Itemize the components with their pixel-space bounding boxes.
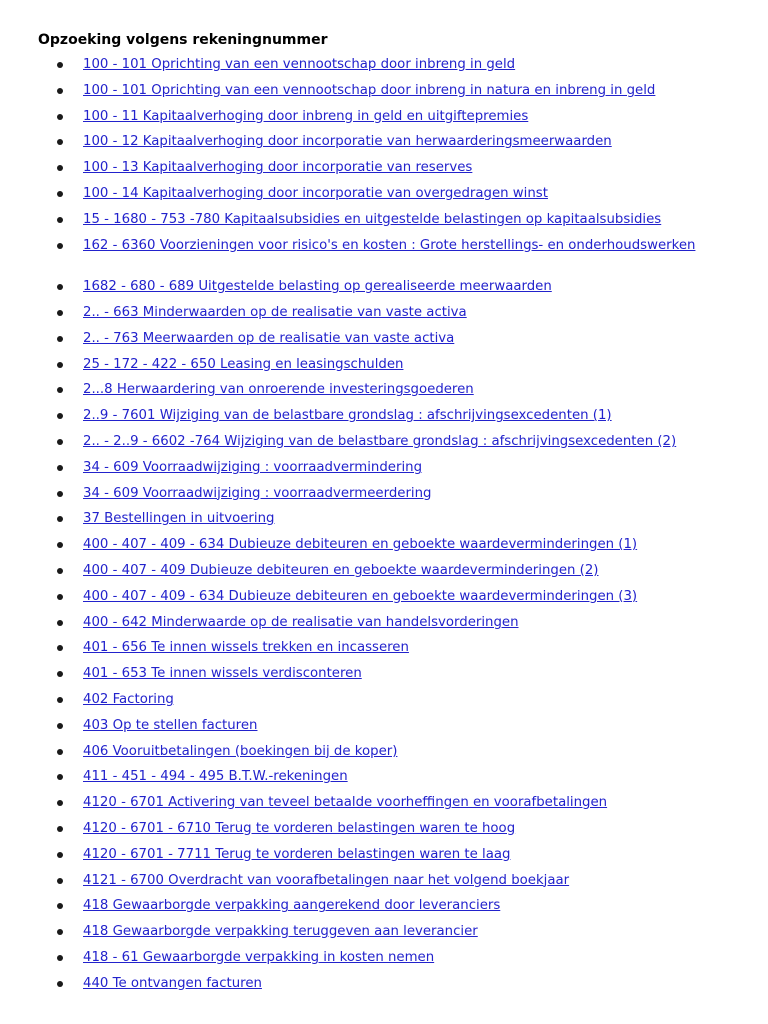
list-item — [0, 382, 768, 408]
bullet-icon — [57, 62, 63, 68]
list-item — [0, 357, 768, 383]
list-item — [0, 279, 768, 305]
account-link[interactable]: 400 - 407 - 409 - 634 Dubieuze debiteuren en geboekte waardeverminderingen (3) — [83, 588, 638, 604]
account-link-list — [0, 57, 768, 1001]
account-link[interactable]: 100 - 101 Oprichting van een vennootschap door inbreng in natura en inbreng in geld — [83, 82, 656, 98]
page-title: Opzoeking volgens rekeningnummer — [38, 32, 328, 48]
bullet-icon — [57, 878, 63, 884]
bullet-icon — [57, 362, 63, 368]
account-link[interactable]: 403 Op te stellen facturen — [83, 717, 258, 733]
bullet-icon — [57, 114, 63, 120]
account-link[interactable]: 162 - 6360 Voorzieningen voor risico's en kosten : Grote herstellings- en onderhoudswerken — [83, 237, 696, 253]
bullet-icon — [57, 645, 63, 651]
bullet-icon — [57, 439, 63, 445]
account-link[interactable]: 2..9 - 7601 Wijziging van de belastbare grondslag : afschrijvingsexcedenten (1) — [83, 408, 612, 424]
bullet-icon — [57, 671, 63, 677]
account-link[interactable]: 4120 - 6701 Activering van teveel betaalde voorheffingen en voorafbetalingen — [83, 795, 608, 811]
bullet-icon — [57, 723, 63, 729]
account-link[interactable]: 15 - 1680 - 753 -780 Kapitaalsubsidies en uitgestelde belastingen op kapitaalsubsidies — [83, 211, 662, 227]
list-item — [0, 434, 768, 460]
account-link[interactable]: 34 - 609 Voorraadwijziging : voorraadvermindering — [83, 459, 423, 475]
bullet-icon — [57, 929, 63, 935]
list-item — [0, 238, 768, 280]
account-link[interactable]: 400 - 407 - 409 Dubieuze debiteuren en geboekte waardeverminderingen (2) — [83, 562, 599, 578]
bullet-icon — [57, 310, 63, 316]
list-item — [0, 511, 768, 537]
bullet-icon — [57, 88, 63, 94]
list-item — [0, 950, 768, 976]
bullet-icon — [57, 243, 63, 249]
list-item — [0, 821, 768, 847]
account-link[interactable]: 418 Gewaarborgde verpakking aangerekend door leveranciers — [83, 898, 501, 914]
list-item — [0, 640, 768, 666]
account-link[interactable]: 411 - 451 - 494 - 495 B.T.W.-rekeningen — [83, 769, 348, 785]
list-item — [0, 873, 768, 899]
bullet-icon — [57, 139, 63, 145]
bullet-icon — [57, 568, 63, 574]
account-link[interactable]: 4121 - 6700 Overdracht van voorafbetalingen naar het volgend boekjaar — [83, 872, 570, 888]
list-item — [0, 160, 768, 186]
account-link[interactable]: 4120 - 6701 - 6710 Terug te vorderen belastingen waren te hoog — [83, 820, 516, 836]
bullet-icon — [57, 217, 63, 223]
list-item — [0, 83, 768, 109]
list-item — [0, 563, 768, 589]
account-link[interactable]: 4120 - 6701 - 7711 Terug te vorderen belastingen waren te laag — [83, 846, 511, 862]
account-link[interactable]: 25 - 172 - 422 - 650 Leasing en leasingschulden — [83, 356, 404, 372]
bullet-icon — [57, 284, 63, 290]
bullet-icon — [57, 774, 63, 780]
list-item — [0, 186, 768, 212]
list-item — [0, 795, 768, 821]
list-item — [0, 212, 768, 238]
account-link[interactable]: 1682 - 680 - 689 Uitgestelde belasting op gerealiseerde meerwaarden — [83, 279, 552, 295]
bullet-icon — [57, 336, 63, 342]
list-item — [0, 769, 768, 795]
account-link[interactable]: 100 - 101 Oprichting van een vennootschap door inbreng in geld — [83, 57, 516, 72]
list-item — [0, 976, 768, 1002]
account-link[interactable]: 401 - 656 Te innen wissels trekken en incasseren — [83, 640, 409, 656]
account-link[interactable]: 100 - 13 Kapitaalverhoging door incorporatie van reserves — [83, 160, 473, 176]
list-item — [0, 898, 768, 924]
list-item — [0, 134, 768, 160]
bullet-icon — [57, 165, 63, 171]
bullet-icon — [57, 594, 63, 600]
account-link[interactable]: 34 - 609 Voorraadwijziging : voorraadvermeerdering — [83, 485, 432, 501]
list-item — [0, 615, 768, 641]
account-link[interactable]: 400 - 642 Minderwaarde op de realisatie van handelsvorderingen — [83, 614, 519, 630]
account-link[interactable]: 402 Factoring — [83, 691, 174, 707]
bullet-icon — [57, 542, 63, 548]
bullet-icon — [57, 981, 63, 987]
account-link[interactable]: 2.. - 663 Minderwaarden op de realisatie van vaste activa — [83, 304, 467, 320]
account-link[interactable]: 100 - 12 Kapitaalverhoging door incorporatie van herwaarderingsmeerwaarden — [83, 134, 612, 150]
bullet-icon — [57, 491, 63, 497]
list-item — [0, 486, 768, 512]
list-item — [0, 408, 768, 434]
account-link[interactable]: 418 Gewaarborgde verpakking teruggeven aan leverancier — [83, 924, 478, 940]
bullet-icon — [57, 852, 63, 858]
account-link[interactable]: 401 - 653 Te innen wissels verdisconteren — [83, 666, 362, 682]
bullet-icon — [57, 191, 63, 197]
list-item — [0, 666, 768, 692]
list-item — [0, 331, 768, 357]
bullet-icon — [57, 903, 63, 909]
bullet-icon — [57, 800, 63, 806]
account-link[interactable]: 2...8 Herwaardering van onroerende investeringsgoederen — [83, 382, 474, 398]
bullet-icon — [57, 387, 63, 393]
list-item — [0, 57, 768, 83]
account-link[interactable]: 100 - 11 Kapitaalverhoging door inbreng in geld en uitgiftepremies — [83, 108, 529, 124]
list-item — [0, 460, 768, 486]
list-item — [0, 744, 768, 770]
bullet-icon — [57, 749, 63, 755]
account-link[interactable]: 2.. - 2..9 - 6602 -764 Wijziging van de belastbare grondslag : afschrijvingsexcedenten (2) — [83, 433, 677, 449]
bullet-icon — [57, 620, 63, 626]
bullet-icon — [57, 413, 63, 419]
bullet-icon — [57, 955, 63, 961]
list-item — [0, 847, 768, 873]
account-link[interactable]: 418 - 61 Gewaarborgde verpakking in kosten nemen — [83, 949, 435, 965]
account-link[interactable]: 2.. - 763 Meerwaarden op de realisatie van vaste activa — [83, 330, 455, 346]
account-link[interactable]: 400 - 407 - 409 - 634 Dubieuze debiteuren en geboekte waardeverminderingen (1) — [83, 537, 638, 553]
bullet-icon — [57, 465, 63, 471]
bullet-icon — [57, 516, 63, 522]
account-link[interactable]: 440 Te ontvangen facturen — [83, 975, 262, 991]
bullet-icon — [57, 826, 63, 832]
bullet-icon — [57, 697, 63, 703]
list-item — [0, 692, 768, 718]
list-item — [0, 109, 768, 135]
list-item — [0, 718, 768, 744]
list-item — [0, 589, 768, 615]
account-link[interactable]: 37 Bestellingen in uitvoering — [83, 511, 275, 527]
account-link[interactable]: 406 Vooruitbetalingen (boekingen bij de koper) — [83, 743, 398, 759]
account-link[interactable]: 100 - 14 Kapitaalverhoging door incorporatie van overgedragen winst — [83, 185, 548, 201]
list-item — [0, 924, 768, 950]
list-item — [0, 537, 768, 563]
list-item — [0, 305, 768, 331]
